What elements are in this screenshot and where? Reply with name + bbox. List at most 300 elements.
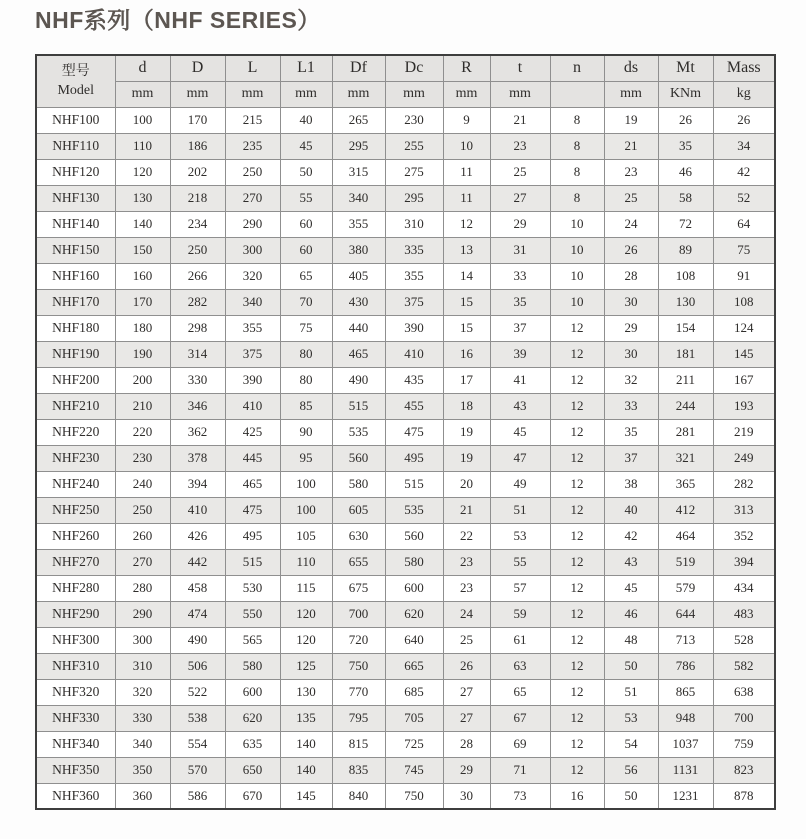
value-cell: 300 [225,237,280,263]
value-cell: 410 [170,497,225,523]
value-cell: 24 [604,211,658,237]
value-cell: 95 [280,445,332,471]
column-header-df: Df [332,55,385,81]
value-cell: 550 [225,601,280,627]
value-cell: 10 [550,237,604,263]
value-cell: 13 [443,237,490,263]
value-cell: 90 [280,419,332,445]
value-cell: 490 [332,367,385,393]
value-cell: 53 [490,523,550,549]
value-cell: 12 [550,705,604,731]
column-header-l1: L1 [280,55,332,81]
header-row-units [36,81,775,107]
value-cell: 193 [713,393,775,419]
model-cell: NHF230 [36,445,115,471]
value-cell: 948 [658,705,713,731]
value-cell: 1231 [658,783,713,809]
value-cell: 45 [604,575,658,601]
table-row [36,367,775,393]
value-cell: 605 [332,497,385,523]
value-cell: 28 [604,263,658,289]
value-cell: 120 [115,159,170,185]
table-row [36,653,775,679]
value-cell: 12 [550,679,604,705]
column-unit-dc: mm [385,81,443,107]
table-row [36,705,775,731]
value-cell: 295 [332,133,385,159]
value-cell: 355 [332,211,385,237]
value-cell: 12 [550,653,604,679]
value-cell: 37 [490,315,550,341]
value-cell: 465 [225,471,280,497]
table-body [36,107,775,809]
table-row [36,419,775,445]
value-cell: 265 [332,107,385,133]
value-cell: 35 [490,289,550,315]
value-cell: 167 [713,367,775,393]
value-cell: 61 [490,627,550,653]
value-cell: 490 [170,627,225,653]
value-cell: 340 [332,185,385,211]
value-cell: 25 [490,159,550,185]
header-row-labels [36,55,775,81]
model-cell: NHF180 [36,315,115,341]
value-cell: 42 [713,159,775,185]
column-unit-d: mm [115,81,170,107]
model-column-header [36,55,115,107]
value-cell: 435 [385,367,443,393]
value-cell: 464 [658,523,713,549]
value-cell: 45 [280,133,332,159]
value-cell: 8 [550,185,604,211]
value-cell: 786 [658,653,713,679]
value-cell: 19 [604,107,658,133]
model-cell: NHF160 [36,263,115,289]
value-cell: 458 [170,575,225,601]
value-cell: 538 [170,705,225,731]
table-row [36,263,775,289]
value-cell: 12 [443,211,490,237]
value-cell: 15 [443,289,490,315]
value-cell: 23 [604,159,658,185]
model-cell: NHF140 [36,211,115,237]
value-cell: 8 [550,159,604,185]
value-cell: 51 [604,679,658,705]
value-cell: 560 [332,445,385,471]
value-cell: 72 [658,211,713,237]
value-cell: 405 [332,263,385,289]
value-cell: 290 [115,601,170,627]
value-cell: 85 [280,393,332,419]
value-cell: 12 [550,471,604,497]
value-cell: 45 [490,419,550,445]
value-cell: 12 [550,393,604,419]
value-cell: 15 [443,315,490,341]
table-row [36,185,775,211]
value-cell: 355 [225,315,280,341]
model-cell: NHF200 [36,367,115,393]
value-cell: 260 [115,523,170,549]
value-cell: 39 [490,341,550,367]
value-cell: 71 [490,757,550,783]
table-row [36,575,775,601]
value-cell: 160 [115,263,170,289]
model-cell: NHF100 [36,107,115,133]
value-cell: 650 [225,757,280,783]
model-cell: NHF250 [36,497,115,523]
value-cell: 425 [225,419,280,445]
table-row [36,679,775,705]
value-cell: 108 [658,263,713,289]
value-cell: 108 [713,289,775,315]
value-cell: 560 [385,523,443,549]
value-cell: 140 [280,731,332,757]
value-cell: 535 [385,497,443,523]
value-cell: 124 [713,315,775,341]
value-cell: 154 [658,315,713,341]
table-row [36,107,775,133]
value-cell: 840 [332,783,385,809]
model-cell: NHF300 [36,627,115,653]
value-cell: 410 [385,341,443,367]
value-cell: 29 [604,315,658,341]
value-cell: 140 [280,757,332,783]
value-cell: 130 [658,289,713,315]
value-cell: 47 [490,445,550,471]
value-cell: 60 [280,237,332,263]
value-cell: 483 [713,601,775,627]
value-cell: 270 [115,549,170,575]
model-cell: NHF290 [36,601,115,627]
value-cell: 12 [550,315,604,341]
value-cell: 815 [332,731,385,757]
value-cell: 313 [713,497,775,523]
column-unit-mt: KNm [658,81,713,107]
value-cell: 215 [225,107,280,133]
value-cell: 1131 [658,757,713,783]
model-cell: NHF310 [36,653,115,679]
value-cell: 16 [550,783,604,809]
table-row [36,315,775,341]
value-cell: 445 [225,445,280,471]
value-cell: 475 [385,419,443,445]
column-unit-t: mm [490,81,550,107]
value-cell: 65 [280,263,332,289]
model-cell: NHF320 [36,679,115,705]
value-cell: 29 [443,757,490,783]
value-cell: 181 [658,341,713,367]
value-cell: 442 [170,549,225,575]
value-cell: 26 [443,653,490,679]
value-cell: 135 [280,705,332,731]
column-unit-l1: mm [280,81,332,107]
value-cell: 266 [170,263,225,289]
table-row [36,549,775,575]
value-cell: 705 [385,705,443,731]
value-cell: 12 [550,367,604,393]
value-cell: 30 [604,341,658,367]
value-cell: 290 [225,211,280,237]
value-cell: 240 [115,471,170,497]
value-cell: 115 [280,575,332,601]
value-cell: 455 [385,393,443,419]
model-cell: NHF220 [36,419,115,445]
value-cell: 12 [550,757,604,783]
value-cell: 434 [713,575,775,601]
value-cell: 750 [385,783,443,809]
value-cell: 10 [550,289,604,315]
value-cell: 37 [604,445,658,471]
value-cell: 410 [225,393,280,419]
value-cell: 67 [490,705,550,731]
column-unit-df: mm [332,81,385,107]
table-row [36,159,775,185]
value-cell: 12 [550,731,604,757]
value-cell: 170 [115,289,170,315]
value-cell: 23 [443,549,490,575]
value-cell: 25 [443,627,490,653]
value-cell: 8 [550,133,604,159]
model-cell: NHF150 [36,237,115,263]
value-cell: 27 [443,679,490,705]
model-cell: NHF210 [36,393,115,419]
value-cell: 519 [658,549,713,575]
column-unit-d: mm [170,81,225,107]
value-cell: 474 [170,601,225,627]
value-cell: 355 [385,263,443,289]
value-cell: 17 [443,367,490,393]
value-cell: 140 [115,211,170,237]
column-unit-r: mm [443,81,490,107]
value-cell: 130 [115,185,170,211]
value-cell: 250 [115,497,170,523]
value-cell: 12 [550,523,604,549]
value-cell: 42 [604,523,658,549]
value-cell: 130 [280,679,332,705]
column-header-ds: ds [604,55,658,81]
value-cell: 310 [385,211,443,237]
value-cell: 390 [225,367,280,393]
value-cell: 352 [713,523,775,549]
column-unit-l: mm [225,81,280,107]
value-cell: 795 [332,705,385,731]
value-cell: 110 [280,549,332,575]
value-cell: 26 [713,107,775,133]
value-cell: 110 [115,133,170,159]
value-cell: 30 [443,783,490,809]
value-cell: 23 [443,575,490,601]
value-cell: 360 [115,783,170,809]
value-cell: 27 [443,705,490,731]
value-cell: 426 [170,523,225,549]
value-cell: 12 [550,575,604,601]
value-cell: 38 [604,471,658,497]
value-cell: 535 [332,419,385,445]
value-cell: 282 [170,289,225,315]
value-cell: 16 [443,341,490,367]
value-cell: 586 [170,783,225,809]
column-header-mt: Mt [658,55,713,81]
value-cell: 700 [332,601,385,627]
column-header-t: t [490,55,550,81]
value-cell: 640 [385,627,443,653]
model-cell: NHF350 [36,757,115,783]
value-cell: 75 [713,237,775,263]
value-cell: 580 [385,549,443,575]
value-cell: 41 [490,367,550,393]
value-cell: 321 [658,445,713,471]
value-cell: 186 [170,133,225,159]
value-cell: 770 [332,679,385,705]
value-cell: 150 [115,237,170,263]
column-unit-mass: kg [713,81,775,107]
value-cell: 21 [604,133,658,159]
value-cell: 145 [713,341,775,367]
table-row [36,471,775,497]
value-cell: 70 [280,289,332,315]
value-cell: 655 [332,549,385,575]
value-cell: 10 [443,133,490,159]
value-cell: 430 [332,289,385,315]
value-cell: 12 [550,445,604,471]
value-cell: 31 [490,237,550,263]
value-cell: 21 [443,497,490,523]
value-cell: 465 [332,341,385,367]
table-row [36,393,775,419]
column-header-mass: Mass [713,55,775,81]
value-cell: 600 [225,679,280,705]
value-cell: 330 [170,367,225,393]
value-cell: 865 [658,679,713,705]
value-cell: 330 [115,705,170,731]
value-cell: 51 [490,497,550,523]
model-cell: NHF270 [36,549,115,575]
model-cell: NHF170 [36,289,115,315]
model-header-en: Model [57,83,95,99]
value-cell: 230 [385,107,443,133]
value-cell: 46 [658,159,713,185]
value-cell: 24 [443,601,490,627]
value-cell: 105 [280,523,332,549]
value-cell: 620 [385,601,443,627]
value-cell: 665 [385,653,443,679]
value-cell: 378 [170,445,225,471]
value-cell: 335 [385,237,443,263]
value-cell: 56 [604,757,658,783]
model-cell: NHF280 [36,575,115,601]
value-cell: 22 [443,523,490,549]
value-cell: 412 [658,497,713,523]
value-cell: 675 [332,575,385,601]
value-cell: 12 [550,497,604,523]
value-cell: 58 [658,185,713,211]
value-cell: 60 [280,211,332,237]
value-cell: 390 [385,315,443,341]
value-cell: 14 [443,263,490,289]
value-cell: 638 [713,679,775,705]
value-cell: 219 [713,419,775,445]
value-cell: 69 [490,731,550,757]
value-cell: 218 [170,185,225,211]
value-cell: 12 [550,627,604,653]
value-cell: 570 [170,757,225,783]
model-cell: NHF130 [36,185,115,211]
value-cell: 32 [604,367,658,393]
value-cell: 100 [115,107,170,133]
model-cell: NHF260 [36,523,115,549]
value-cell: 91 [713,263,775,289]
value-cell: 620 [225,705,280,731]
value-cell: 346 [170,393,225,419]
value-cell: 50 [604,783,658,809]
value-cell: 515 [385,471,443,497]
value-cell: 50 [604,653,658,679]
value-cell: 685 [385,679,443,705]
value-cell: 280 [115,575,170,601]
value-cell: 506 [170,653,225,679]
value-cell: 270 [225,185,280,211]
value-cell: 23 [490,133,550,159]
value-cell: 33 [604,393,658,419]
value-cell: 365 [658,471,713,497]
value-cell: 725 [385,731,443,757]
value-cell: 65 [490,679,550,705]
value-cell: 530 [225,575,280,601]
value-cell: 394 [713,549,775,575]
table-row [36,497,775,523]
model-cell: NHF110 [36,133,115,159]
value-cell: 362 [170,419,225,445]
value-cell: 202 [170,159,225,185]
column-header-dc: Dc [385,55,443,81]
table-row [36,289,775,315]
value-cell: 554 [170,731,225,757]
model-cell: NHF240 [36,471,115,497]
value-cell: 300 [115,627,170,653]
value-cell: 475 [225,497,280,523]
value-cell: 522 [170,679,225,705]
value-cell: 281 [658,419,713,445]
value-cell: 46 [604,601,658,627]
value-cell: 750 [332,653,385,679]
value-cell: 235 [225,133,280,159]
model-cell: NHF360 [36,783,115,809]
value-cell: 55 [490,549,550,575]
value-cell: 34 [713,133,775,159]
value-cell: 145 [280,783,332,809]
value-cell: 9 [443,107,490,133]
value-cell: 12 [550,549,604,575]
model-cell: NHF120 [36,159,115,185]
value-cell: 320 [115,679,170,705]
value-cell: 315 [332,159,385,185]
column-header-d: D [170,55,225,81]
value-cell: 394 [170,471,225,497]
value-cell: 57 [490,575,550,601]
value-cell: 565 [225,627,280,653]
value-cell: 295 [385,185,443,211]
table-row [36,133,775,159]
spec-table [35,54,776,810]
value-cell: 823 [713,757,775,783]
value-cell: 48 [604,627,658,653]
value-cell: 1037 [658,731,713,757]
value-cell: 20 [443,471,490,497]
value-cell: 35 [604,419,658,445]
value-cell: 600 [385,575,443,601]
value-cell: 180 [115,315,170,341]
value-cell: 670 [225,783,280,809]
